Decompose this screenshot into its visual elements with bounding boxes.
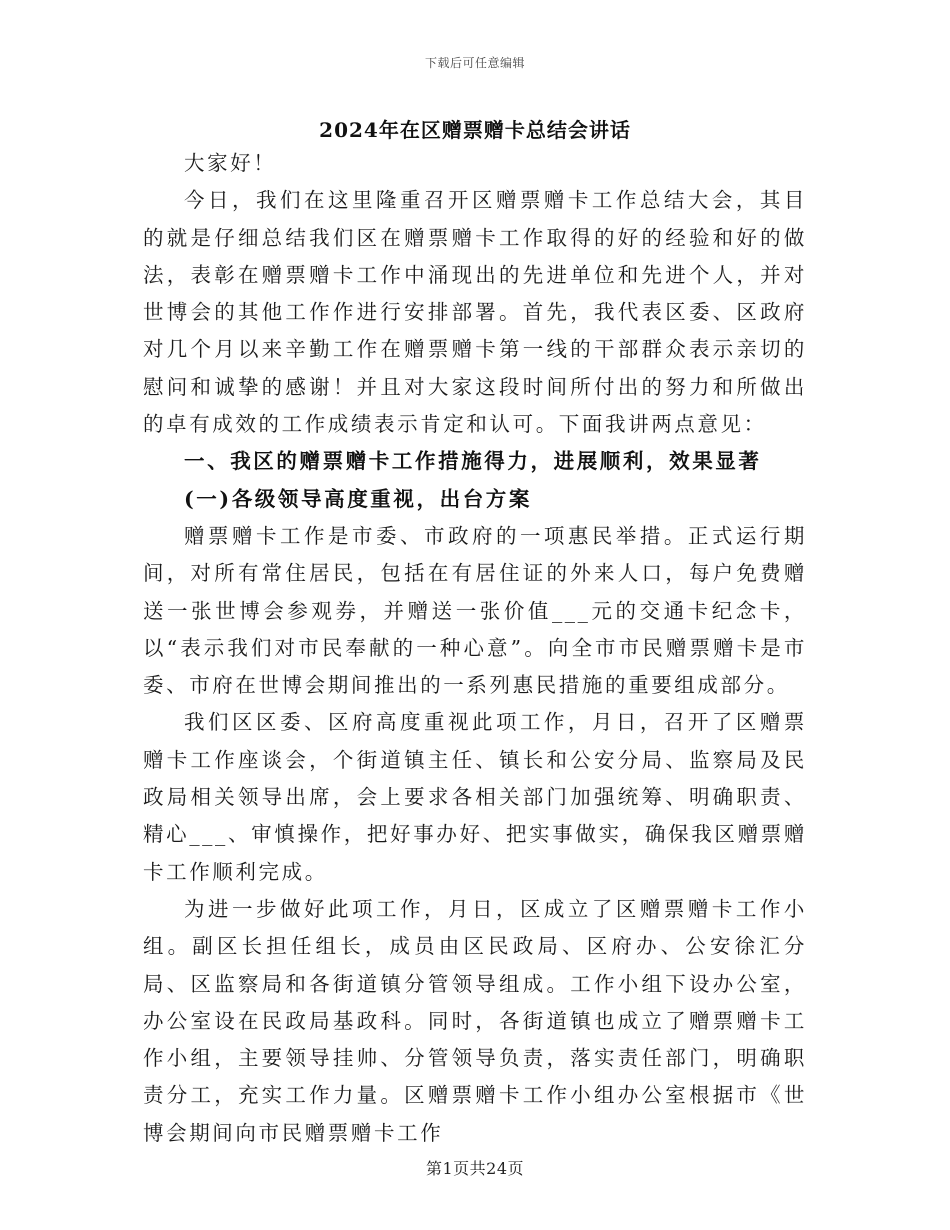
document-body <box>143 145 807 1152</box>
page-header-note: 下载后可任意编辑 <box>424 56 525 70</box>
page-number: 第1页共24页 <box>425 1159 525 1178</box>
greeting-paragraph: 大家好！ <box>184 151 277 175</box>
body-paragraph: 我们区区委、区府高度重视此项工作，月日，召开了区赠票赠卡工作座谈会，个街道镇主任、镇长和公安分局、监察局及民政局相关领导出席，会上要求各相关部门加强统筹、明确职责、精心___、审慎操作，把好事办好、把实事做实，确保我区赠票赠卡工作顺利完成。 <box>143 710 807 884</box>
body-paragraph: 赠票赠卡工作是市委、市政府的一项惠民举措。正式运行期间，对所有常住居民，包括在有居住证的外来人口，每户免费赠送一张世博会参观券，并赠送一张价值___元的交通卡纪念卡，以“表示我们对市民奉献的一种心意”。向全市市民赠票赠卡是市委、市府在世博会期间推出的一系列惠民措施的重要组成部分。 <box>143 523 807 698</box>
body-paragraph: 今日，我们在这里隆重召开区赠票赠卡工作总结大会，其目的就是仔细总结我们区在赠票赠卡工作取得的好的经验和好的做法，表彰在赠票赠卡工作中涌现出的先进单位和先进个人，并对世博会的其他工作作进行安排部署。首先，我代表区委、区政府对几个月以来辛勤工作在赠票赠卡第一线的干部群众表示亲切的慰问和诚挚的感谢！并且对大家这段时间所付出的努力和所做出的卓有成效的工作成绩表示肯定和认可。下面我讲两点意见： <box>143 188 807 437</box>
body-paragraph: 为进一步做好此项工作，月日，区成立了区赠票赠卡工作小组。副区长担任组长，成员由区民政局、区府办、公安徐汇分局、区监察局和各街道镇分管领导组成。工作小组下设办公室，办公室设在民政局基政科。同时，各街道镇也成立了赠票赠卡工作小组，主要领导挂帅、分管领导负责，落实责任部门，明确职责分工，充实工作力量。区赠票赠卡工作小组办公室根据市《世博会期间向市民赠票赠卡工作 <box>143 896 807 1145</box>
document-title: 2024年在区赠票赠卡总结会讲话 <box>319 118 631 142</box>
subsection-heading: (一)各级领导高度重视，出台方案 <box>184 486 532 511</box>
section-heading: 一、我区的赠票赠卡工作措施得力，进展顺利，效果显著 <box>184 449 762 474</box>
